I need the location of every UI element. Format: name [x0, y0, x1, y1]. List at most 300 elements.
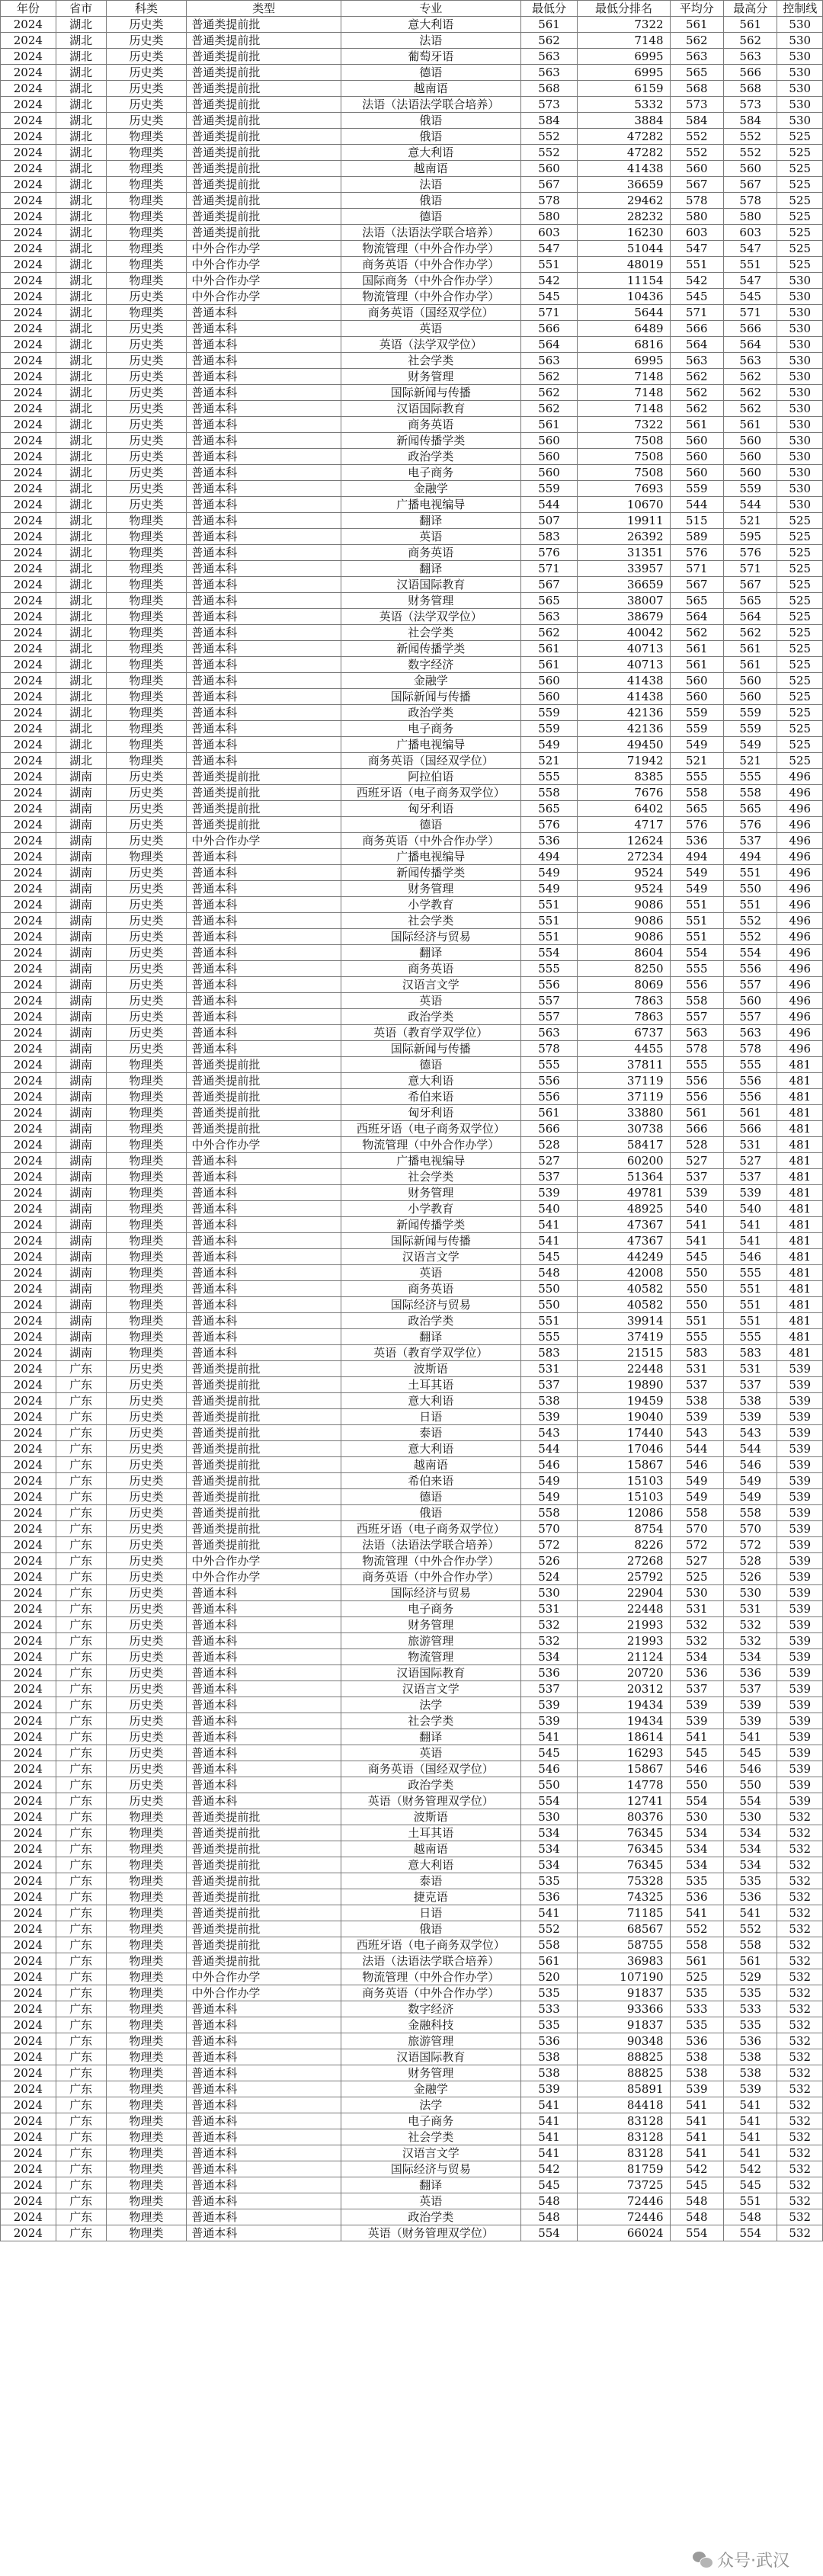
cell-province: 广东 — [56, 1953, 106, 1969]
cell-track: 历史类 — [106, 1377, 187, 1393]
cell-avg-score: 555 — [670, 961, 723, 977]
cell-min-rank: 72446 — [578, 2193, 670, 2209]
cell-year: 2024 — [1, 2113, 56, 2129]
cell-max-score: 562 — [724, 401, 777, 417]
cell-track: 历史类 — [106, 353, 187, 369]
cell-major: 新闻传播学类 — [341, 433, 520, 449]
table-row — [1, 1409, 823, 1425]
cell-major: 汉语言文学 — [341, 2145, 520, 2161]
cell-track: 物理类 — [106, 1841, 187, 1857]
cell-control-line: 525 — [777, 625, 823, 641]
cell-year: 2024 — [1, 785, 56, 801]
cell-max-score: 537 — [724, 833, 777, 849]
cell-province: 广东 — [56, 1361, 106, 1377]
cell-control-line: 530 — [777, 481, 823, 497]
cell-control-line: 525 — [777, 609, 823, 625]
cell-year: 2024 — [1, 33, 56, 49]
cell-min-score: 546 — [520, 1457, 578, 1473]
table-body — [1, 17, 823, 2241]
cell-max-score: 552 — [724, 929, 777, 945]
cell-year: 2024 — [1, 769, 56, 785]
table-row — [1, 1729, 823, 1745]
cell-major: 政治学类 — [341, 449, 520, 465]
cell-max-score: 547 — [724, 241, 777, 257]
cell-control-line: 525 — [777, 657, 823, 673]
cell-max-score: 551 — [724, 897, 777, 913]
table-row — [1, 305, 823, 321]
cell-max-score: 557 — [724, 977, 777, 993]
cell-max-score: 583 — [724, 1345, 777, 1361]
cell-year: 2024 — [1, 1121, 56, 1137]
cell-year: 2024 — [1, 1073, 56, 1089]
cell-year: 2024 — [1, 1665, 56, 1681]
cell-min-rank: 11154 — [578, 273, 670, 289]
cell-avg-score: 541 — [670, 1729, 723, 1745]
cell-province: 广东 — [56, 1681, 106, 1697]
cell-min-rank: 7322 — [578, 17, 670, 33]
cell-min-rank: 12086 — [578, 1505, 670, 1521]
cell-province: 广东 — [56, 1937, 106, 1953]
cell-major: 商务英语（中外合作办学） — [341, 833, 520, 849]
table-row — [1, 1697, 823, 1713]
cell-major: 越南语 — [341, 81, 520, 97]
cell-max-score: 550 — [724, 1777, 777, 1793]
cell-control-line: 525 — [777, 721, 823, 737]
cell-province: 湖北 — [56, 561, 106, 577]
cell-year: 2024 — [1, 1809, 56, 1825]
cell-year: 2024 — [1, 1569, 56, 1585]
cell-min-score: 538 — [520, 2065, 578, 2081]
cell-min-score: 539 — [520, 1697, 578, 1713]
cell-major: 日语 — [341, 1409, 520, 1425]
cell-type: 普通本科 — [187, 385, 341, 401]
cell-year: 2024 — [1, 1905, 56, 1921]
cell-max-score: 539 — [724, 1697, 777, 1713]
cell-type: 普通类提前批 — [187, 1841, 341, 1857]
cell-major: 电子商务 — [341, 1601, 520, 1617]
cell-control-line: 532 — [777, 2129, 823, 2145]
cell-control-line: 525 — [777, 545, 823, 561]
cell-major: 新闻传播学类 — [341, 1217, 520, 1233]
cell-type: 普通本科 — [187, 577, 341, 593]
cell-control-line: 539 — [777, 1713, 823, 1729]
cell-max-score: 541 — [724, 2129, 777, 2145]
cell-min-rank: 7863 — [578, 993, 670, 1009]
table-row — [1, 1537, 823, 1553]
cell-province: 湖北 — [56, 417, 106, 433]
cell-type: 普通本科 — [187, 449, 341, 465]
cell-avg-score: 563 — [670, 1025, 723, 1041]
cell-province: 广东 — [56, 2193, 106, 2209]
cell-track: 历史类 — [106, 1649, 187, 1665]
cell-control-line: 481 — [777, 1089, 823, 1105]
cell-min-rank: 8604 — [578, 945, 670, 961]
cell-avg-score: 578 — [670, 193, 723, 209]
cell-major: 社会学类 — [341, 625, 520, 641]
cell-max-score: 544 — [724, 497, 777, 513]
cell-province: 湖南 — [56, 1121, 106, 1137]
cell-year: 2024 — [1, 1953, 56, 1969]
cell-max-score: 537 — [724, 1681, 777, 1697]
cell-type: 普通本科 — [187, 2225, 341, 2241]
cell-major: 翻译 — [341, 1329, 520, 1345]
cell-province: 湖北 — [56, 129, 106, 145]
cell-min-rank: 33880 — [578, 1105, 670, 1121]
cell-avg-score: 540 — [670, 1201, 723, 1217]
cell-year: 2024 — [1, 913, 56, 929]
cell-year: 2024 — [1, 1281, 56, 1297]
cell-min-rank: 90348 — [578, 2033, 670, 2049]
table-row — [1, 369, 823, 385]
cell-min-score: 550 — [520, 1297, 578, 1313]
cell-min-rank: 8226 — [578, 1537, 670, 1553]
cell-max-score: 531 — [724, 1137, 777, 1153]
table-row — [1, 241, 823, 257]
cell-major: 广播电视编导 — [341, 497, 520, 513]
table-row — [1, 1233, 823, 1249]
cell-type: 普通类提前批 — [187, 769, 341, 785]
cell-avg-score: 541 — [670, 2097, 723, 2113]
cell-province: 湖北 — [56, 193, 106, 209]
cell-major: 新闻传播学类 — [341, 641, 520, 657]
cell-avg-score: 552 — [670, 1921, 723, 1937]
cell-province: 广东 — [56, 1473, 106, 1489]
column-header-province: 省市 — [56, 1, 106, 17]
cell-major: 越南语 — [341, 161, 520, 177]
cell-min-rank: 6995 — [578, 49, 670, 65]
cell-min-score: 541 — [520, 1233, 578, 1249]
cell-control-line: 530 — [777, 273, 823, 289]
cell-max-score: 557 — [724, 1009, 777, 1025]
cell-type: 普通本科 — [187, 945, 341, 961]
cell-max-score: 534 — [724, 1649, 777, 1665]
cell-control-line: 525 — [777, 577, 823, 593]
cell-major: 商务英语 — [341, 417, 520, 433]
cell-avg-score: 539 — [670, 1713, 723, 1729]
cell-type: 普通类提前批 — [187, 17, 341, 33]
cell-min-rank: 83128 — [578, 2129, 670, 2145]
cell-year: 2024 — [1, 673, 56, 689]
cell-control-line: 525 — [777, 737, 823, 753]
cell-max-score: 552 — [724, 913, 777, 929]
cell-year: 2024 — [1, 1185, 56, 1201]
cell-control-line: 525 — [777, 593, 823, 609]
cell-max-score: 560 — [724, 161, 777, 177]
cell-avg-score: 559 — [670, 481, 723, 497]
cell-track: 物理类 — [106, 849, 187, 865]
cell-year: 2024 — [1, 2049, 56, 2065]
cell-max-score: 564 — [724, 337, 777, 353]
cell-major: 国际经济与贸易 — [341, 929, 520, 945]
cell-min-score: 548 — [520, 1265, 578, 1281]
cell-max-score: 549 — [724, 737, 777, 753]
cell-major: 越南语 — [341, 1457, 520, 1473]
cell-province: 湖南 — [56, 1185, 106, 1201]
cell-avg-score: 525 — [670, 1569, 723, 1585]
cell-max-score: 541 — [724, 1729, 777, 1745]
cell-control-line: 481 — [777, 1153, 823, 1169]
cell-track: 历史类 — [106, 1553, 187, 1569]
cell-control-line: 481 — [777, 1105, 823, 1121]
cell-avg-score: 571 — [670, 561, 723, 577]
cell-major: 意大利语 — [341, 17, 520, 33]
cell-major: 法语 — [341, 33, 520, 49]
cell-type: 普通本科 — [187, 657, 341, 673]
cell-type: 普通本科 — [187, 865, 341, 881]
cell-track: 历史类 — [106, 49, 187, 65]
cell-major: 英语（财务管理双学位） — [341, 1793, 520, 1809]
cell-type: 普通类提前批 — [187, 1409, 341, 1425]
cell-year: 2024 — [1, 1521, 56, 1537]
cell-max-score: 556 — [724, 1073, 777, 1089]
cell-track: 物理类 — [106, 1825, 187, 1841]
cell-major: 法学 — [341, 2097, 520, 2113]
cell-avg-score: 549 — [670, 1489, 723, 1505]
cell-track: 历史类 — [106, 1457, 187, 1473]
cell-avg-score: 603 — [670, 225, 723, 241]
cell-track: 物理类 — [106, 273, 187, 289]
cell-type: 普通类提前批 — [187, 801, 341, 817]
cell-avg-score: 547 — [670, 241, 723, 257]
cell-avg-score: 563 — [670, 49, 723, 65]
cell-min-rank: 21124 — [578, 1649, 670, 1665]
cell-type: 中外合作办学 — [187, 1969, 341, 1985]
cell-control-line: 532 — [777, 2033, 823, 2049]
cell-track: 历史类 — [106, 1521, 187, 1537]
cell-major: 翻译 — [341, 2177, 520, 2193]
cell-max-score: 551 — [724, 2193, 777, 2209]
table-row — [1, 497, 823, 513]
cell-avg-score: 552 — [670, 145, 723, 161]
cell-year: 2024 — [1, 801, 56, 817]
cell-type: 中外合作办学 — [187, 257, 341, 273]
cell-min-score: 534 — [520, 1857, 578, 1873]
cell-type: 普通本科 — [187, 929, 341, 945]
cell-min-score: 561 — [520, 17, 578, 33]
table-row — [1, 465, 823, 481]
cell-avg-score: 541 — [670, 1905, 723, 1921]
cell-min-score: 537 — [520, 1377, 578, 1393]
cell-province: 湖北 — [56, 81, 106, 97]
cell-min-rank: 19434 — [578, 1713, 670, 1729]
cell-min-score: 563 — [520, 353, 578, 369]
cell-year: 2024 — [1, 81, 56, 97]
cell-min-score: 555 — [520, 769, 578, 785]
cell-major: 意大利语 — [341, 1441, 520, 1457]
cell-avg-score: 539 — [670, 1185, 723, 1201]
cell-province: 湖南 — [56, 1297, 106, 1313]
cell-control-line: 539 — [777, 1729, 823, 1745]
cell-major: 日语 — [341, 1905, 520, 1921]
cell-min-rank: 7148 — [578, 369, 670, 385]
cell-avg-score: 562 — [670, 625, 723, 641]
cell-province: 广东 — [56, 1985, 106, 2001]
cell-avg-score: 494 — [670, 849, 723, 865]
cell-max-score: 546 — [724, 1457, 777, 1473]
cell-min-score: 576 — [520, 545, 578, 561]
cell-min-rank: 36983 — [578, 1953, 670, 1969]
cell-control-line: 530 — [777, 17, 823, 33]
cell-track: 物理类 — [106, 2113, 187, 2129]
cell-avg-score: 565 — [670, 801, 723, 817]
cell-track: 物理类 — [106, 1809, 187, 1825]
cell-type: 普通本科 — [187, 593, 341, 609]
cell-min-rank: 15103 — [578, 1489, 670, 1505]
cell-year: 2024 — [1, 1713, 56, 1729]
cell-year: 2024 — [1, 561, 56, 577]
cell-province: 广东 — [56, 1377, 106, 1393]
cell-track: 物理类 — [106, 609, 187, 625]
cell-min-score: 563 — [520, 609, 578, 625]
cell-track: 物理类 — [106, 257, 187, 273]
cell-major: 西班牙语（电子商务双学位） — [341, 1521, 520, 1537]
cell-track: 历史类 — [106, 1473, 187, 1489]
cell-avg-score: 565 — [670, 593, 723, 609]
cell-control-line: 525 — [777, 177, 823, 193]
cell-major: 土耳其语 — [341, 1825, 520, 1841]
cell-min-rank: 44249 — [578, 1249, 670, 1265]
cell-min-rank: 76345 — [578, 1841, 670, 1857]
cell-major: 物流管理（中外合作办学） — [341, 289, 520, 305]
cell-track: 物理类 — [106, 1089, 187, 1105]
cell-track: 物理类 — [106, 2001, 187, 2017]
cell-type: 普通类提前批 — [187, 1105, 341, 1121]
cell-major: 法语（法语法学联合培养） — [341, 1537, 520, 1553]
cell-track: 物理类 — [106, 1889, 187, 1905]
table-row — [1, 1985, 823, 2001]
cell-track: 物理类 — [106, 1169, 187, 1185]
cell-min-score: 583 — [520, 529, 578, 545]
table-row — [1, 2097, 823, 2113]
cell-province: 湖南 — [56, 1217, 106, 1233]
cell-min-rank: 15867 — [578, 1761, 670, 1777]
cell-min-rank: 76345 — [578, 1857, 670, 1873]
cell-year: 2024 — [1, 1873, 56, 1889]
cell-year: 2024 — [1, 49, 56, 65]
cell-type: 普通本科 — [187, 2193, 341, 2209]
cell-min-rank: 26392 — [578, 529, 670, 545]
cell-major: 汉语言文学 — [341, 1681, 520, 1697]
cell-min-rank: 7508 — [578, 465, 670, 481]
cell-avg-score: 550 — [670, 1265, 723, 1281]
cell-province: 广东 — [56, 1793, 106, 1809]
cell-year: 2024 — [1, 2209, 56, 2225]
cell-province: 广东 — [56, 2065, 106, 2081]
cell-type: 普通本科 — [187, 673, 341, 689]
table-row — [1, 481, 823, 497]
cell-province: 湖南 — [56, 1345, 106, 1361]
cell-min-score: 555 — [520, 961, 578, 977]
cell-max-score: 555 — [724, 769, 777, 785]
cell-avg-score: 542 — [670, 2161, 723, 2177]
table-row — [1, 961, 823, 977]
cell-min-score: 544 — [520, 497, 578, 513]
cell-province: 广东 — [56, 2225, 106, 2241]
cell-control-line: 532 — [777, 2161, 823, 2177]
cell-max-score: 541 — [724, 1233, 777, 1249]
cell-max-score: 540 — [724, 1201, 777, 1217]
cell-min-rank: 30738 — [578, 1121, 670, 1137]
cell-year: 2024 — [1, 385, 56, 401]
cell-min-rank: 49781 — [578, 1185, 670, 1201]
cell-min-rank: 81759 — [578, 2161, 670, 2177]
cell-year: 2024 — [1, 1265, 56, 1281]
cell-major: 汉语国际教育 — [341, 577, 520, 593]
cell-avg-score: 560 — [670, 689, 723, 705]
cell-track: 物理类 — [106, 1921, 187, 1937]
cell-type: 普通本科 — [187, 1009, 341, 1025]
cell-major: 广播电视编导 — [341, 1153, 520, 1169]
cell-min-score: 552 — [520, 1921, 578, 1937]
cell-year: 2024 — [1, 897, 56, 913]
cell-control-line: 525 — [777, 705, 823, 721]
cell-max-score: 565 — [724, 801, 777, 817]
table-row — [1, 945, 823, 961]
cell-avg-score: 549 — [670, 865, 723, 881]
cell-year: 2024 — [1, 1553, 56, 1569]
table-row — [1, 433, 823, 449]
cell-control-line: 496 — [777, 785, 823, 801]
table-row — [1, 2129, 823, 2145]
cell-min-score: 552 — [520, 145, 578, 161]
cell-type: 普通本科 — [187, 1745, 341, 1761]
table-row — [1, 1601, 823, 1617]
cell-major: 电子商务 — [341, 2113, 520, 2129]
cell-avg-score: 551 — [670, 913, 723, 929]
cell-avg-score: 558 — [670, 1505, 723, 1521]
cell-min-rank: 12741 — [578, 1793, 670, 1809]
cell-track: 物理类 — [106, 2177, 187, 2193]
cell-year: 2024 — [1, 833, 56, 849]
table-row — [1, 2049, 823, 2065]
cell-year: 2024 — [1, 2065, 56, 2081]
cell-year: 2024 — [1, 1393, 56, 1409]
cell-track: 物理类 — [106, 161, 187, 177]
table-row — [1, 1313, 823, 1329]
cell-min-score: 536 — [520, 2033, 578, 2049]
table-row — [1, 1569, 823, 1585]
cell-min-rank: 6159 — [578, 81, 670, 97]
cell-max-score: 541 — [724, 1905, 777, 1921]
cell-type: 普通本科 — [187, 2049, 341, 2065]
cell-control-line: 530 — [777, 497, 823, 513]
cell-province: 湖北 — [56, 401, 106, 417]
table-row — [1, 273, 823, 289]
cell-major: 英语 — [341, 993, 520, 1009]
cell-min-rank: 17440 — [578, 1425, 670, 1441]
cell-max-score: 541 — [724, 2097, 777, 2113]
cell-min-rank: 17046 — [578, 1441, 670, 1457]
cell-control-line: 530 — [777, 97, 823, 113]
cell-min-score: 545 — [520, 1745, 578, 1761]
cell-min-rank: 33957 — [578, 561, 670, 577]
cell-max-score: 552 — [724, 1921, 777, 1937]
cell-track: 物理类 — [106, 1329, 187, 1345]
table-row — [1, 257, 823, 273]
cell-major: 商务英语（中外合作办学） — [341, 1569, 520, 1585]
cell-major: 捷克语 — [341, 1889, 520, 1905]
cell-year: 2024 — [1, 97, 56, 113]
cell-control-line: 481 — [777, 1233, 823, 1249]
cell-avg-score: 544 — [670, 1441, 723, 1457]
cell-avg-score: 561 — [670, 641, 723, 657]
cell-year: 2024 — [1, 1841, 56, 1857]
cell-control-line: 496 — [777, 897, 823, 913]
cell-year: 2024 — [1, 2001, 56, 2017]
cell-control-line: 496 — [777, 801, 823, 817]
cell-max-score: 578 — [724, 193, 777, 209]
cell-year: 2024 — [1, 1361, 56, 1377]
